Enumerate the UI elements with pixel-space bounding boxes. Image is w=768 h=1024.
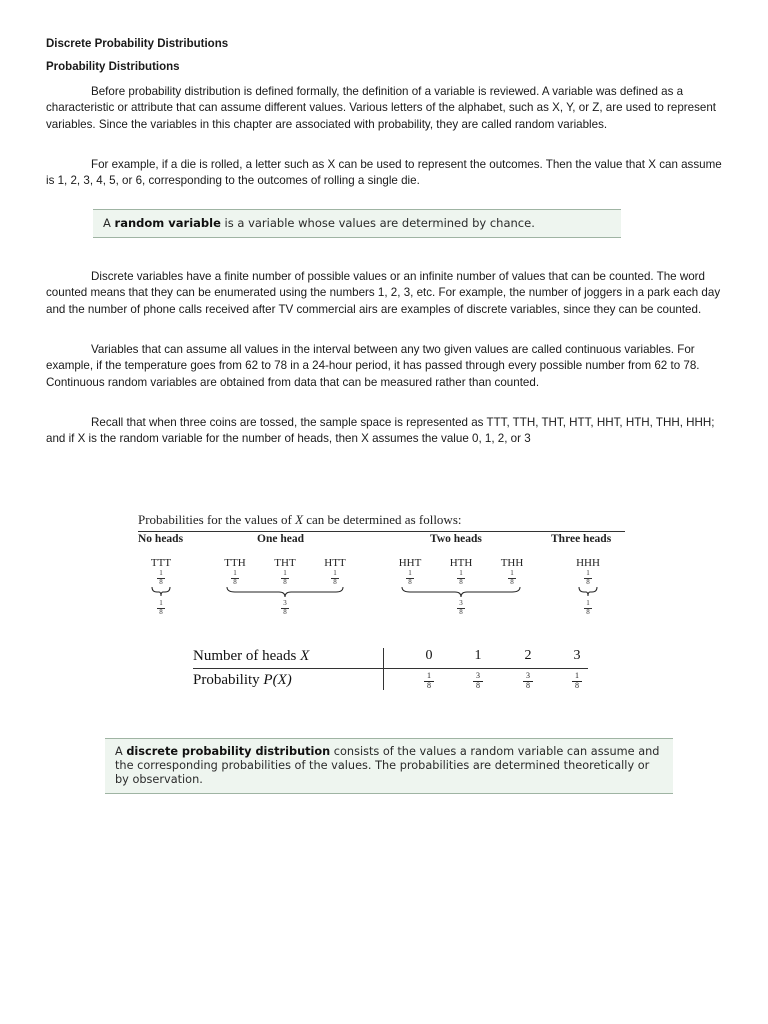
- table-divider-vertical: [383, 648, 384, 690]
- group-probability-no-heads: 1 8: [151, 600, 171, 616]
- outcome-label: THT: [274, 557, 296, 569]
- brace-three-heads: [579, 587, 597, 596]
- figure-caption: Probabilities for the values of X can be determined as follows:: [138, 512, 462, 527]
- group-probability-three-heads: 1 8: [578, 600, 598, 616]
- group-heading-two-heads: Two heads: [430, 533, 482, 545]
- definition-term: discrete probability distribution: [126, 745, 331, 758]
- table-x-value: 2: [524, 648, 532, 663]
- table-probability: 3 8: [518, 672, 538, 690]
- brace-two-heads: [402, 587, 520, 597]
- table-x-value: 1: [474, 648, 482, 663]
- table-row-label-probability: Probability P(X): [193, 672, 292, 688]
- outcome-label: TTT: [150, 557, 172, 569]
- brace-no-heads: [152, 587, 170, 596]
- table-x-value: 0: [425, 648, 433, 663]
- discrete-distribution-definition: A discrete probability distribution consists of the values a random variable can assume and the corresponding probabilities of the values. The probabilities are determined theoretically or by observation.: [115, 745, 660, 786]
- random-variable-definition: A random variable is a variable whose values are determined by chance.: [103, 216, 535, 230]
- outcome-label: HHT: [398, 557, 422, 569]
- group-probability-one-head: 3 8: [275, 600, 295, 616]
- paragraph-three-coins: Recall that when three coins are tossed, the sample space is represented as TTT, TTH, THT, HTT, HHT, HTH, THH, HHH; and if X is the random variable for the number of heads, then X assumes the value 0, 1, 2, or 3: [46, 416, 715, 446]
- group-heading-one-head: One head: [257, 533, 304, 545]
- outcome-probability: 1 8: [502, 570, 522, 586]
- outcome-probability: 1 8: [400, 570, 420, 586]
- outcome-label: TTH: [224, 557, 246, 569]
- document-title: Discrete Probability Distributions: [46, 38, 229, 50]
- group-heading-three-heads: Three heads: [551, 533, 612, 545]
- paragraph-continuous-variables: Variables that can assume all values in the interval between any two given values are called continuous variables. For example, if the temperature goes from 62 to 78 in a 24-hour period, it has passed through every possible number from 62 to 78. Continuous random variables are obtained from data that can be measured rather than counted.: [46, 343, 700, 389]
- table-probability: 1 8: [419, 672, 439, 690]
- group-probability-two-heads: 3 8: [451, 600, 471, 616]
- outcome-probability: 1 8: [578, 570, 598, 586]
- outcome-label: THH: [500, 557, 524, 569]
- table-x-value: 3: [573, 648, 581, 663]
- group-heading-no-heads: No heads: [138, 533, 184, 545]
- table-divider-horizontal: [193, 668, 588, 669]
- brace-one-head: [227, 587, 343, 597]
- section-heading: Probability Distributions: [46, 61, 180, 73]
- paragraph-die-example: For example, if a die is rolled, a letter such as X can be used to represent the outcomes. Then the value that X can assume is 1, 2, 3, 4, 5, or 6, corresponding to the outcomes of rolling a single die.: [46, 158, 722, 188]
- paragraph-intro: Before probability distribution is defined formally, the definition of a variable is reviewed. A variable was defined as a characteristic or attribute that can assume different values. Various letters of the alphabet, such as X, Y, or Z, are used to represent variables. Since the variables in this chapter are associated with probability, they are called random variables.: [46, 85, 717, 131]
- table-probability: 3 8: [468, 672, 488, 690]
- table-row-label-x: Number of heads X: [193, 648, 310, 664]
- paragraph-discrete-variables: Discrete variables have a finite number of possible values or an infinite number of values that can be counted. The word counted means that they can be enumerated using the numbers 1, 2, 3, etc. For example, the number of joggers in a park each day and the number of phone calls received after TV commercial airs are examples of discrete variables, since they can be counted.: [46, 270, 721, 316]
- outcome-label: HHH: [576, 557, 600, 569]
- outcome-probability: 1 8: [325, 570, 345, 586]
- definition-term: random variable: [114, 216, 221, 230]
- outcome-probability: 1 8: [151, 570, 171, 586]
- table-probability: 1 8: [567, 672, 587, 690]
- outcome-probability: 1 8: [451, 570, 471, 586]
- discrete-distribution-definition-box: [105, 738, 673, 794]
- outcome-label: HTT: [324, 557, 346, 569]
- outcome-probability: 1 8: [275, 570, 295, 586]
- outcome-label: HTH: [449, 557, 473, 569]
- outcome-probability: 1 8: [225, 570, 245, 586]
